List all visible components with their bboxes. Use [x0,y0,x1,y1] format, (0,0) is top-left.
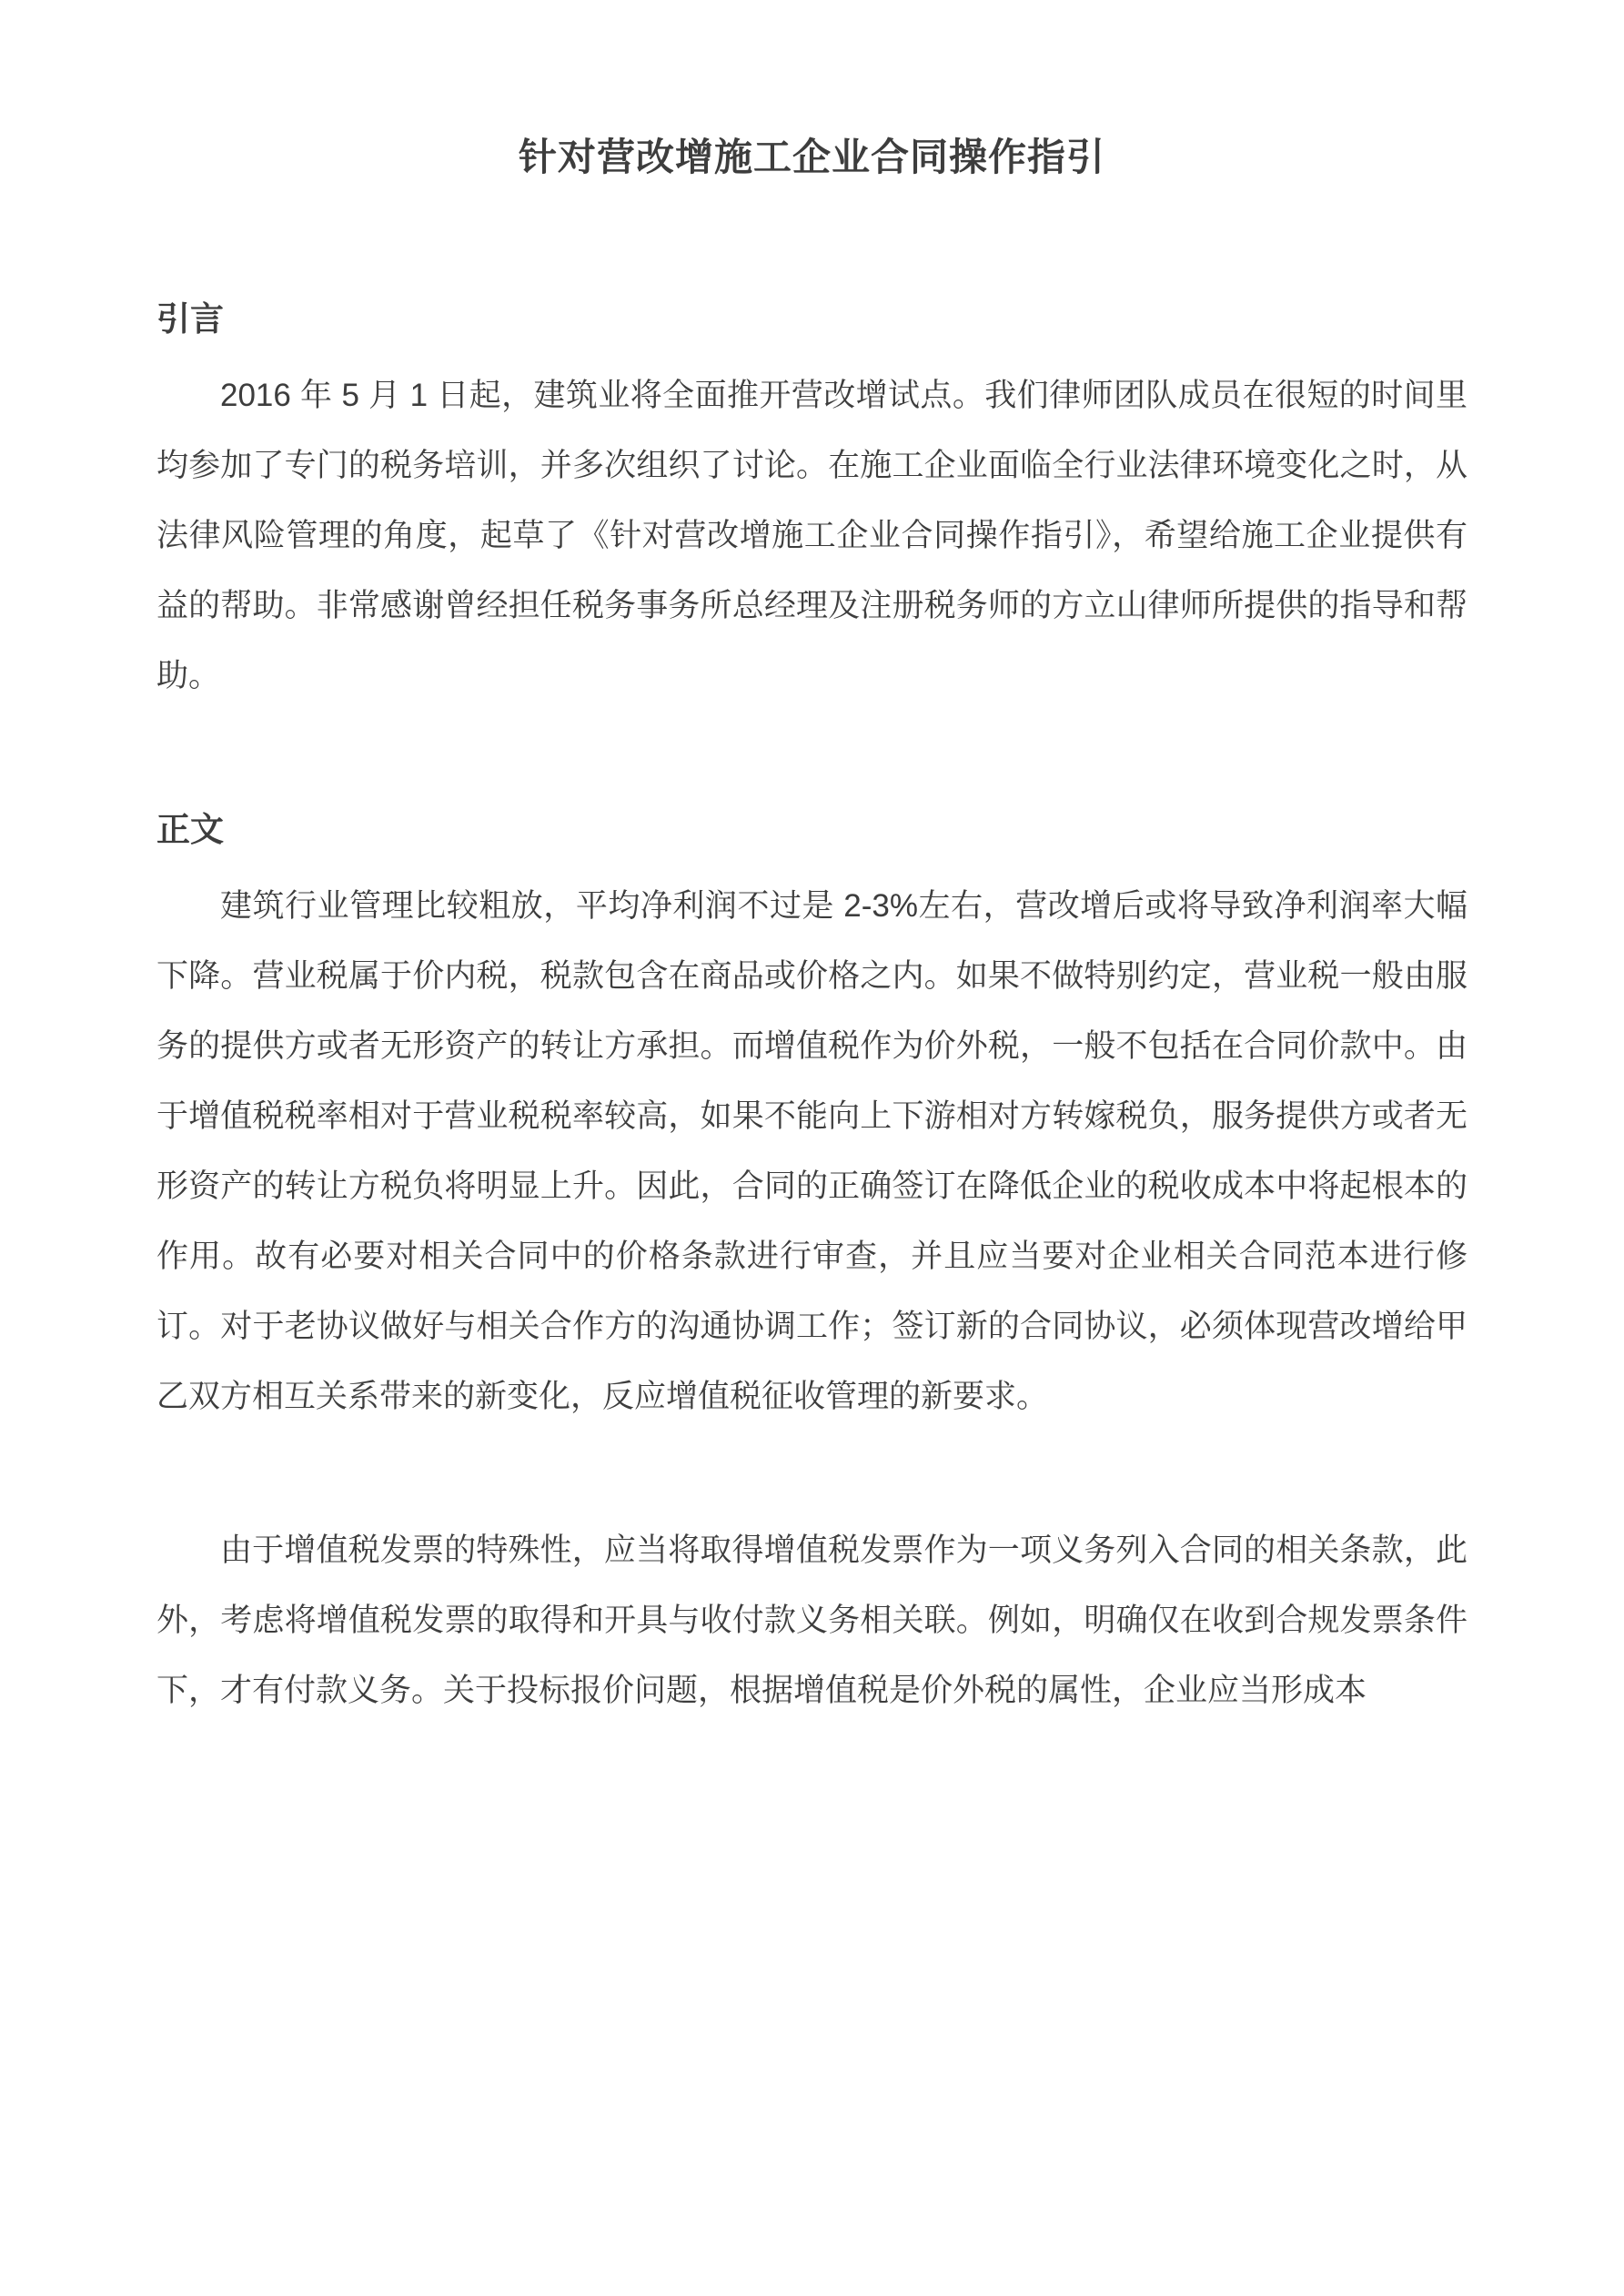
main-text-paragraph-1: 建筑行业管理比较粗放，平均净利润不过是 2-3%左右，营改增后或将导致净利润率大幅下降。营业税属于价内税，税款包含在商品或价格之内。如果不做特别约定，营业税一般由服务的提供方或者无形资产的转让方承担。而增值税作为价外税，一般不包括在合同价款中。由于增值税税率相对于营业税税率较高，如果不能向上下游相对方转嫁税负，服务提供方或者无形资产的转让方税负将明显上升。因此，合同的正确签订在降低企业的税收成本中将起根本的作用。故有必要对相关合同中的价格条款进行审查，并且应当要对企业相关合同范本进行修订。对于老协议做好与相关合作方的沟通协调工作；签订新的合同协议，必须体现营改增给甲乙双方相互关系带来的新变化，反应增值税征收管理的新要求。 [156,888,1468,1414]
document-title: 针对营改增施工企业合同操作指引 [518,136,1105,178]
section-heading-introduction: 引言 [156,300,224,338]
main-text-paragraph-2: 由于增值税发票的特殊性，应当将取得增值税发票作为一项义务列入合同的相关条款，此外，考虑将增值税发票的取得和开具与收付款义务相关联。例如，明确仅在收到合规发票条件下，才有付款义务。关于投标报价问题，根据增值税是价外税的属性，企业应当形成本 [156,1532,1468,1708]
section-heading-main-text: 正文 [156,811,224,848]
introduction-paragraph: 2016 年 5 月 1 日起，建筑业将全面推开营改增试点。我们律师团队成员在很短的时间里均参加了专门的税务培训，并多次组织了讨论。在施工企业面临全行业法律环境变化之时，从法律风险管理的角度，起草了《针对营改增施工企业合同操作指引》，希望给施工企业提供有益的帮助。非常感谢曾经担任税务事务所总经理及注册税务师的方立山律师所提供的指导和帮助。 [156,378,1468,693]
